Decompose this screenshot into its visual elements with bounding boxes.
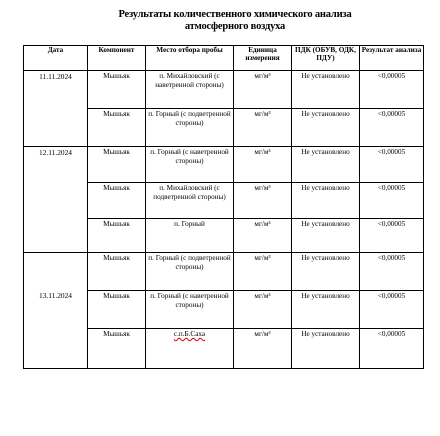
date-cell: 11.11.2024 <box>24 71 88 147</box>
pdk-cell: Не установлено <box>292 291 360 329</box>
result-cell: <0,00005 <box>360 71 424 109</box>
table-row <box>24 253 424 291</box>
result-cell: <0,00005 <box>360 183 424 219</box>
component-cell: Мышьяк <box>88 291 146 329</box>
unit-cell: мг/м³ <box>234 329 292 369</box>
header-component: Компонент <box>88 46 146 71</box>
pdk-cell: Не установлено <box>292 183 360 219</box>
place-cell: п. Михайловский (с подветренной стороны) <box>146 183 234 219</box>
result-cell: <0,00005 <box>360 291 424 329</box>
title-line-1: Результаты количественного химического анализа <box>118 9 352 20</box>
title-line-2: атмосферного воздуха <box>184 21 286 32</box>
place-cell: п. Михайловский (с наветренной стороны) <box>146 71 234 109</box>
pdk-cell: Не установлено <box>292 147 360 183</box>
date-cell: 13.11.2024 <box>24 253 88 369</box>
header-place: Место отбора пробы <box>146 46 234 71</box>
place-cell: п. Горный (с наветренной стороны) <box>146 147 234 183</box>
results-table <box>23 45 424 369</box>
pdk-cell: Не установлено <box>292 109 360 147</box>
table-row <box>24 71 424 109</box>
component-cell: Мышьяк <box>88 253 146 291</box>
header-pdk: ПДК (ОБУВ, ОДК, ПДУ) <box>292 46 360 71</box>
pdk-cell: Не установлено <box>292 329 360 369</box>
header-result: Результат анализа <box>360 46 424 71</box>
unit-cell: мг/м³ <box>234 219 292 253</box>
result-cell: <0,00005 <box>360 219 424 253</box>
component-cell: Мышьяк <box>88 183 146 219</box>
unit-cell: мг/м³ <box>234 291 292 329</box>
result-cell: <0,00005 <box>360 147 424 183</box>
result-cell: <0,00005 <box>360 109 424 147</box>
unit-cell: мг/м³ <box>234 183 292 219</box>
header-date: Дата <box>24 46 88 71</box>
unit-cell: мг/м³ <box>234 109 292 147</box>
place-cell: п. Горный <box>146 219 234 253</box>
place-cell: п. Горный (с подветренной стороны) <box>146 109 234 147</box>
component-cell: Мышьяк <box>88 109 146 147</box>
result-cell: <0,00005 <box>360 329 424 369</box>
result-cell: <0,00005 <box>360 253 424 291</box>
header-unit: Единица измерения <box>234 46 292 71</box>
table-row <box>24 147 424 183</box>
pdk-cell: Не установлено <box>292 219 360 253</box>
place-text-spellcheck: с.п.Б.Саха <box>173 330 206 338</box>
component-cell: Мышьяк <box>88 147 146 183</box>
unit-cell: мг/м³ <box>234 147 292 183</box>
unit-cell: мг/м³ <box>234 253 292 291</box>
component-cell: Мышьяк <box>88 219 146 253</box>
place-cell: п. Горный (с наветренной стороны) <box>146 291 234 329</box>
date-cell: 12.11.2024 <box>24 147 88 253</box>
place-cell <box>146 329 234 369</box>
pdk-cell: Не установлено <box>292 71 360 109</box>
pdk-cell: Не установлено <box>292 253 360 291</box>
component-cell: Мышьяк <box>88 329 146 369</box>
component-cell: Мышьяк <box>88 71 146 109</box>
document-title <box>0 9 440 33</box>
place-cell: п. Горный (с подветренной стороны) <box>146 253 234 291</box>
unit-cell: мг/м³ <box>234 71 292 109</box>
table-header-row <box>24 46 424 71</box>
